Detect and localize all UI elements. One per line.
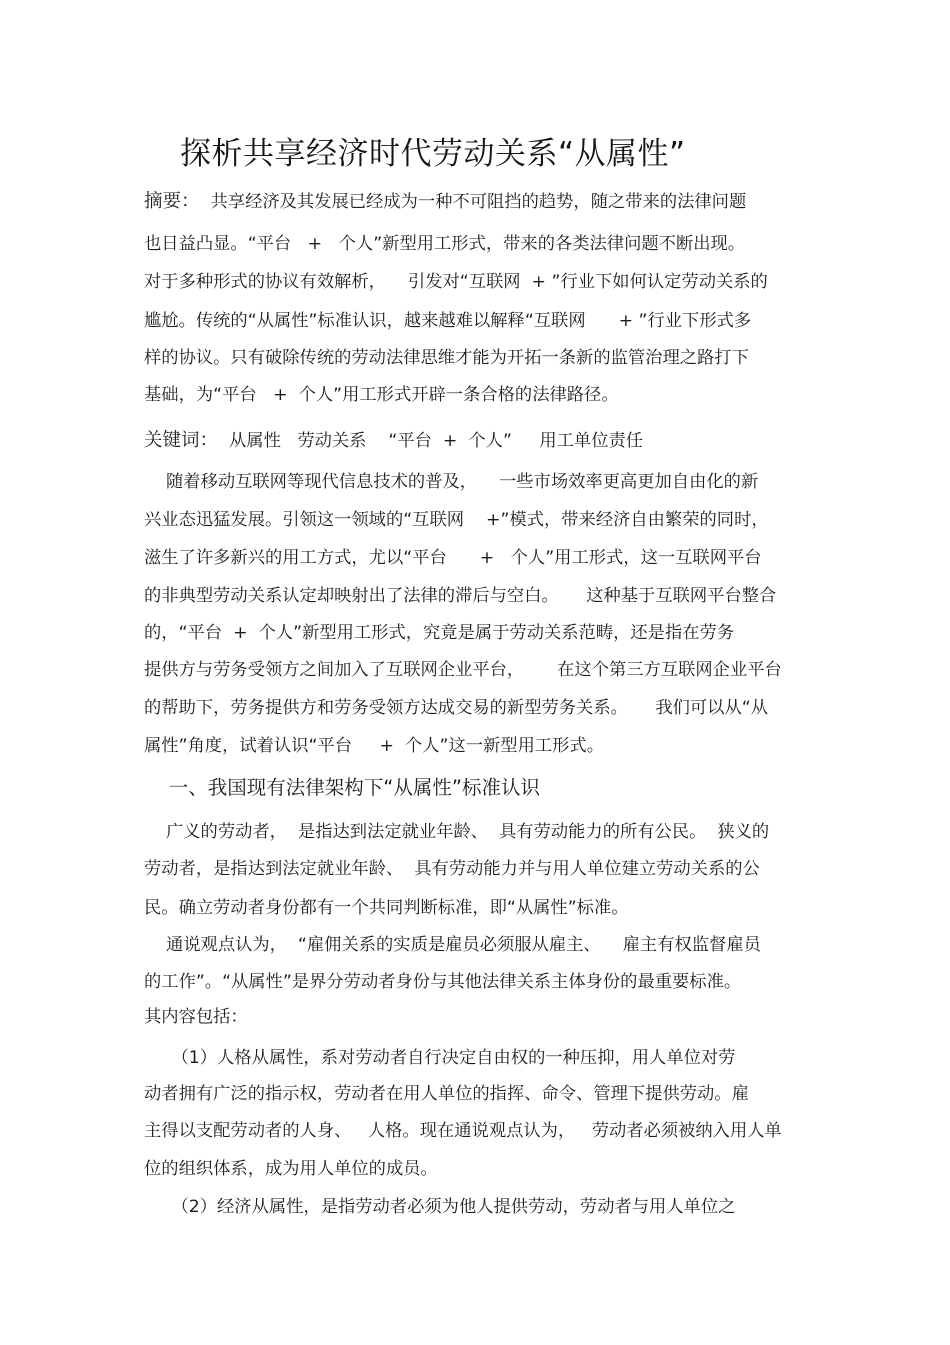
abstract-line-2: 也日益凸显。“平台 + 个人”新型用工形式，带来的各类法律问题不断出现。 [144,234,746,254]
body-line: 通说观点认为， “雇佣关系的实质是雇员必须服从雇主、 雇主有权监督雇员 [144,935,761,955]
body-line: 劳动者，是指达到法定就业年龄、 具有劳动能力并与用人单位建立劳动关系的公 [144,859,760,879]
body-line: 提供方与劳务受领方之间加入了互联网企业平台， 在这个第三方互联网企业平台 [144,660,782,680]
body-line: 滋生了许多新兴的用工方式，尤以“平台 + 个人”用工形式，这一互联网平台 [144,548,762,568]
document-title: 探析共享经济时代劳动关系“从属性” [180,136,686,172]
body-line: 广义的劳动者， 是指达到法定就业年龄、 具有劳动能力的所有公民。 狭义的 [144,822,770,842]
section-heading: 一、我国现有法律架构下“从属性”标准认识 [144,776,540,799]
body-line: 民。确立劳动者身份都有一个共同判断标准，即“从属性”标准。 [144,898,629,918]
body-line: 兴业态迅猛发展。引领这一领域的“互联网 +”模式，带来经济自由繁荣的同时， [144,510,769,530]
abstract-label: 摘要： [144,191,200,212]
keywords-label: 关键词： [144,430,219,451]
body-line: （2）经济从属性，是指劳动者必须为他人提供劳动，劳动者与用人单位之 [144,1197,736,1217]
body-line: 的，“平台 + 个人”新型用工形式，究竟是属于劳动关系范畴，还是指在劳务 [144,623,735,643]
body-line: 的非典型劳动关系认定却映射出了法律的滞后与空白。 这种基于互联网平台整合 [144,586,777,606]
body-line: 的帮助下，劳务提供方和劳务受领方达成交易的新型劳务关系。 我们可以从“从 [144,698,768,718]
body-line: （1）人格从属性，系对劳动者自行决定自由权的一种压抑，用人单位对劳 [144,1048,736,1068]
abstract-line-3: 对于多种形式的协议有效解析， 引发对“互联网 + ”行业下如何认定劳动关系的 [144,272,768,292]
body-line: 的工作”。“从属性”是界分劳动者身份与其他法律关系主体身份的最重要标准。 [144,972,742,992]
abstract-line-5: 样的协议。只有破除传统的劳动法律思维才能为开拓一条新的监管治理之路打下 [144,348,749,368]
body-line: 位的组织体系，成为用人单位的成员。 [144,1159,438,1179]
keywords-line [144,429,643,453]
body-line: 其内容包括： [144,1007,248,1027]
body-line: 随着移动互联网等现代信息技术的普及， 一些市场效率更高更加自由化的新 [144,472,759,492]
abstract-text: 共享经济及其发展已经成为一种不可阻挡的趋势，随之带来的法律问题 [199,192,747,212]
keywords-text: 从属性 劳动关系 “平台 + 个人” 用工单位责任 [218,431,644,451]
abstract-line-1 [144,190,746,214]
abstract-line-6: 基础，为“平台 + 个人”用工形式开辟一条合格的法律路径。 [144,385,619,405]
abstract-line-4: 尴尬。传统的“从属性”标准认识，越来越难以解释“互联网 + ”行业下形式多 [144,311,752,331]
body-line: 主得以支配劳动者的人身、 人格。现在通说观点认为， 劳动者必须被纳入用人单 [144,1121,782,1141]
body-line: 属性”角度，试着认识“平台 + 个人”这一新型用工形式。 [144,736,604,756]
body-line: 动者拥有广泛的指示权，劳动者在用人单位的指挥、命令、管理下提供劳动。雇 [144,1084,749,1104]
